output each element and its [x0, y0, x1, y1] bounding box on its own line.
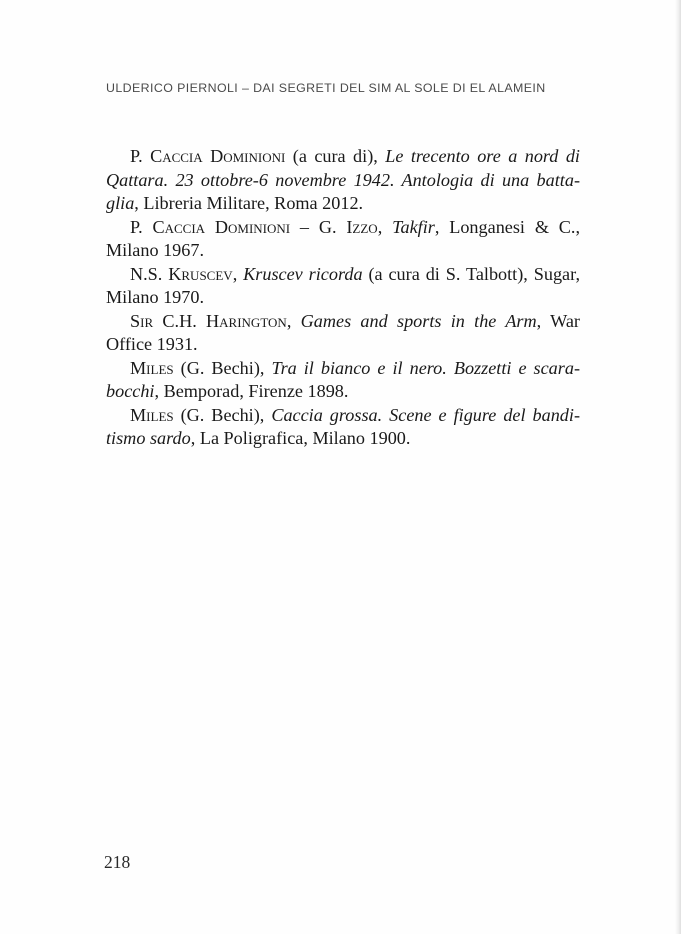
entry-publication: (a cura di S. Talbott), Sugar, Milano 1970.	[106, 263, 580, 307]
bibliography-entry	[106, 404, 580, 451]
entry-title: Games and sports in the Arm	[300, 310, 537, 331]
entry-editor-note: (G. Bechi),	[173, 404, 272, 425]
bibliography-entry	[106, 263, 580, 310]
bibliography-entry	[106, 310, 580, 357]
entry-title: Kruscev ricorda	[243, 263, 363, 284]
entry-editor-note: ,	[377, 216, 393, 237]
entry-editor-note: ,	[286, 310, 301, 331]
running-head: ULDERICO PIERNOLI – DAI SEGRETI DEL SIM AL SOLE DI EL ALAMEIN	[106, 81, 546, 95]
entry-author: P. Caccia Dominioni	[130, 146, 286, 166]
entry-author: P. Caccia Dominioni – G. Izzo	[130, 216, 378, 237]
entry-publication: , War Office 1931.	[106, 310, 580, 354]
entry-title: Caccia grossa. Scene e figure del banditismo sardo	[106, 404, 581, 448]
entry-author: N.S. Kruscev	[130, 263, 233, 284]
bibliography-list	[106, 145, 580, 451]
entry-editor-note: (a cura di),	[285, 146, 386, 166]
entry-editor-note: ,	[232, 263, 244, 284]
entry-editor-note: (G. Bechi),	[173, 357, 272, 378]
entry-publication: , Libreria Militare, Roma 2012.	[134, 193, 364, 213]
entry-publication: , La Poligrafica, Milano 1900.	[190, 428, 411, 448]
entry-publication: , Bemporad, Firenze 1898.	[154, 381, 349, 401]
entry-title: Takfir	[392, 216, 435, 237]
entry-author: Miles	[130, 404, 174, 425]
bibliography-entry	[106, 357, 580, 404]
page-edge-shadow	[675, 0, 681, 934]
entry-publication: , Longanesi & C., Milano 1967.	[106, 216, 581, 260]
page-number: 218	[104, 852, 131, 872]
entry-title: Tra il bianco e il nero. Bozzetti e scarabocchi	[106, 357, 581, 401]
bibliography-entry	[106, 216, 580, 263]
entry-author: Sir C.H. Harington	[130, 310, 287, 331]
entry-title: Le trecento ore a nord di Qattara. 23 ottobre-6 novembre 1942. Antologia di una battaglia	[106, 146, 580, 213]
entry-author: Miles	[130, 357, 174, 378]
bibliography-entry	[106, 145, 580, 216]
